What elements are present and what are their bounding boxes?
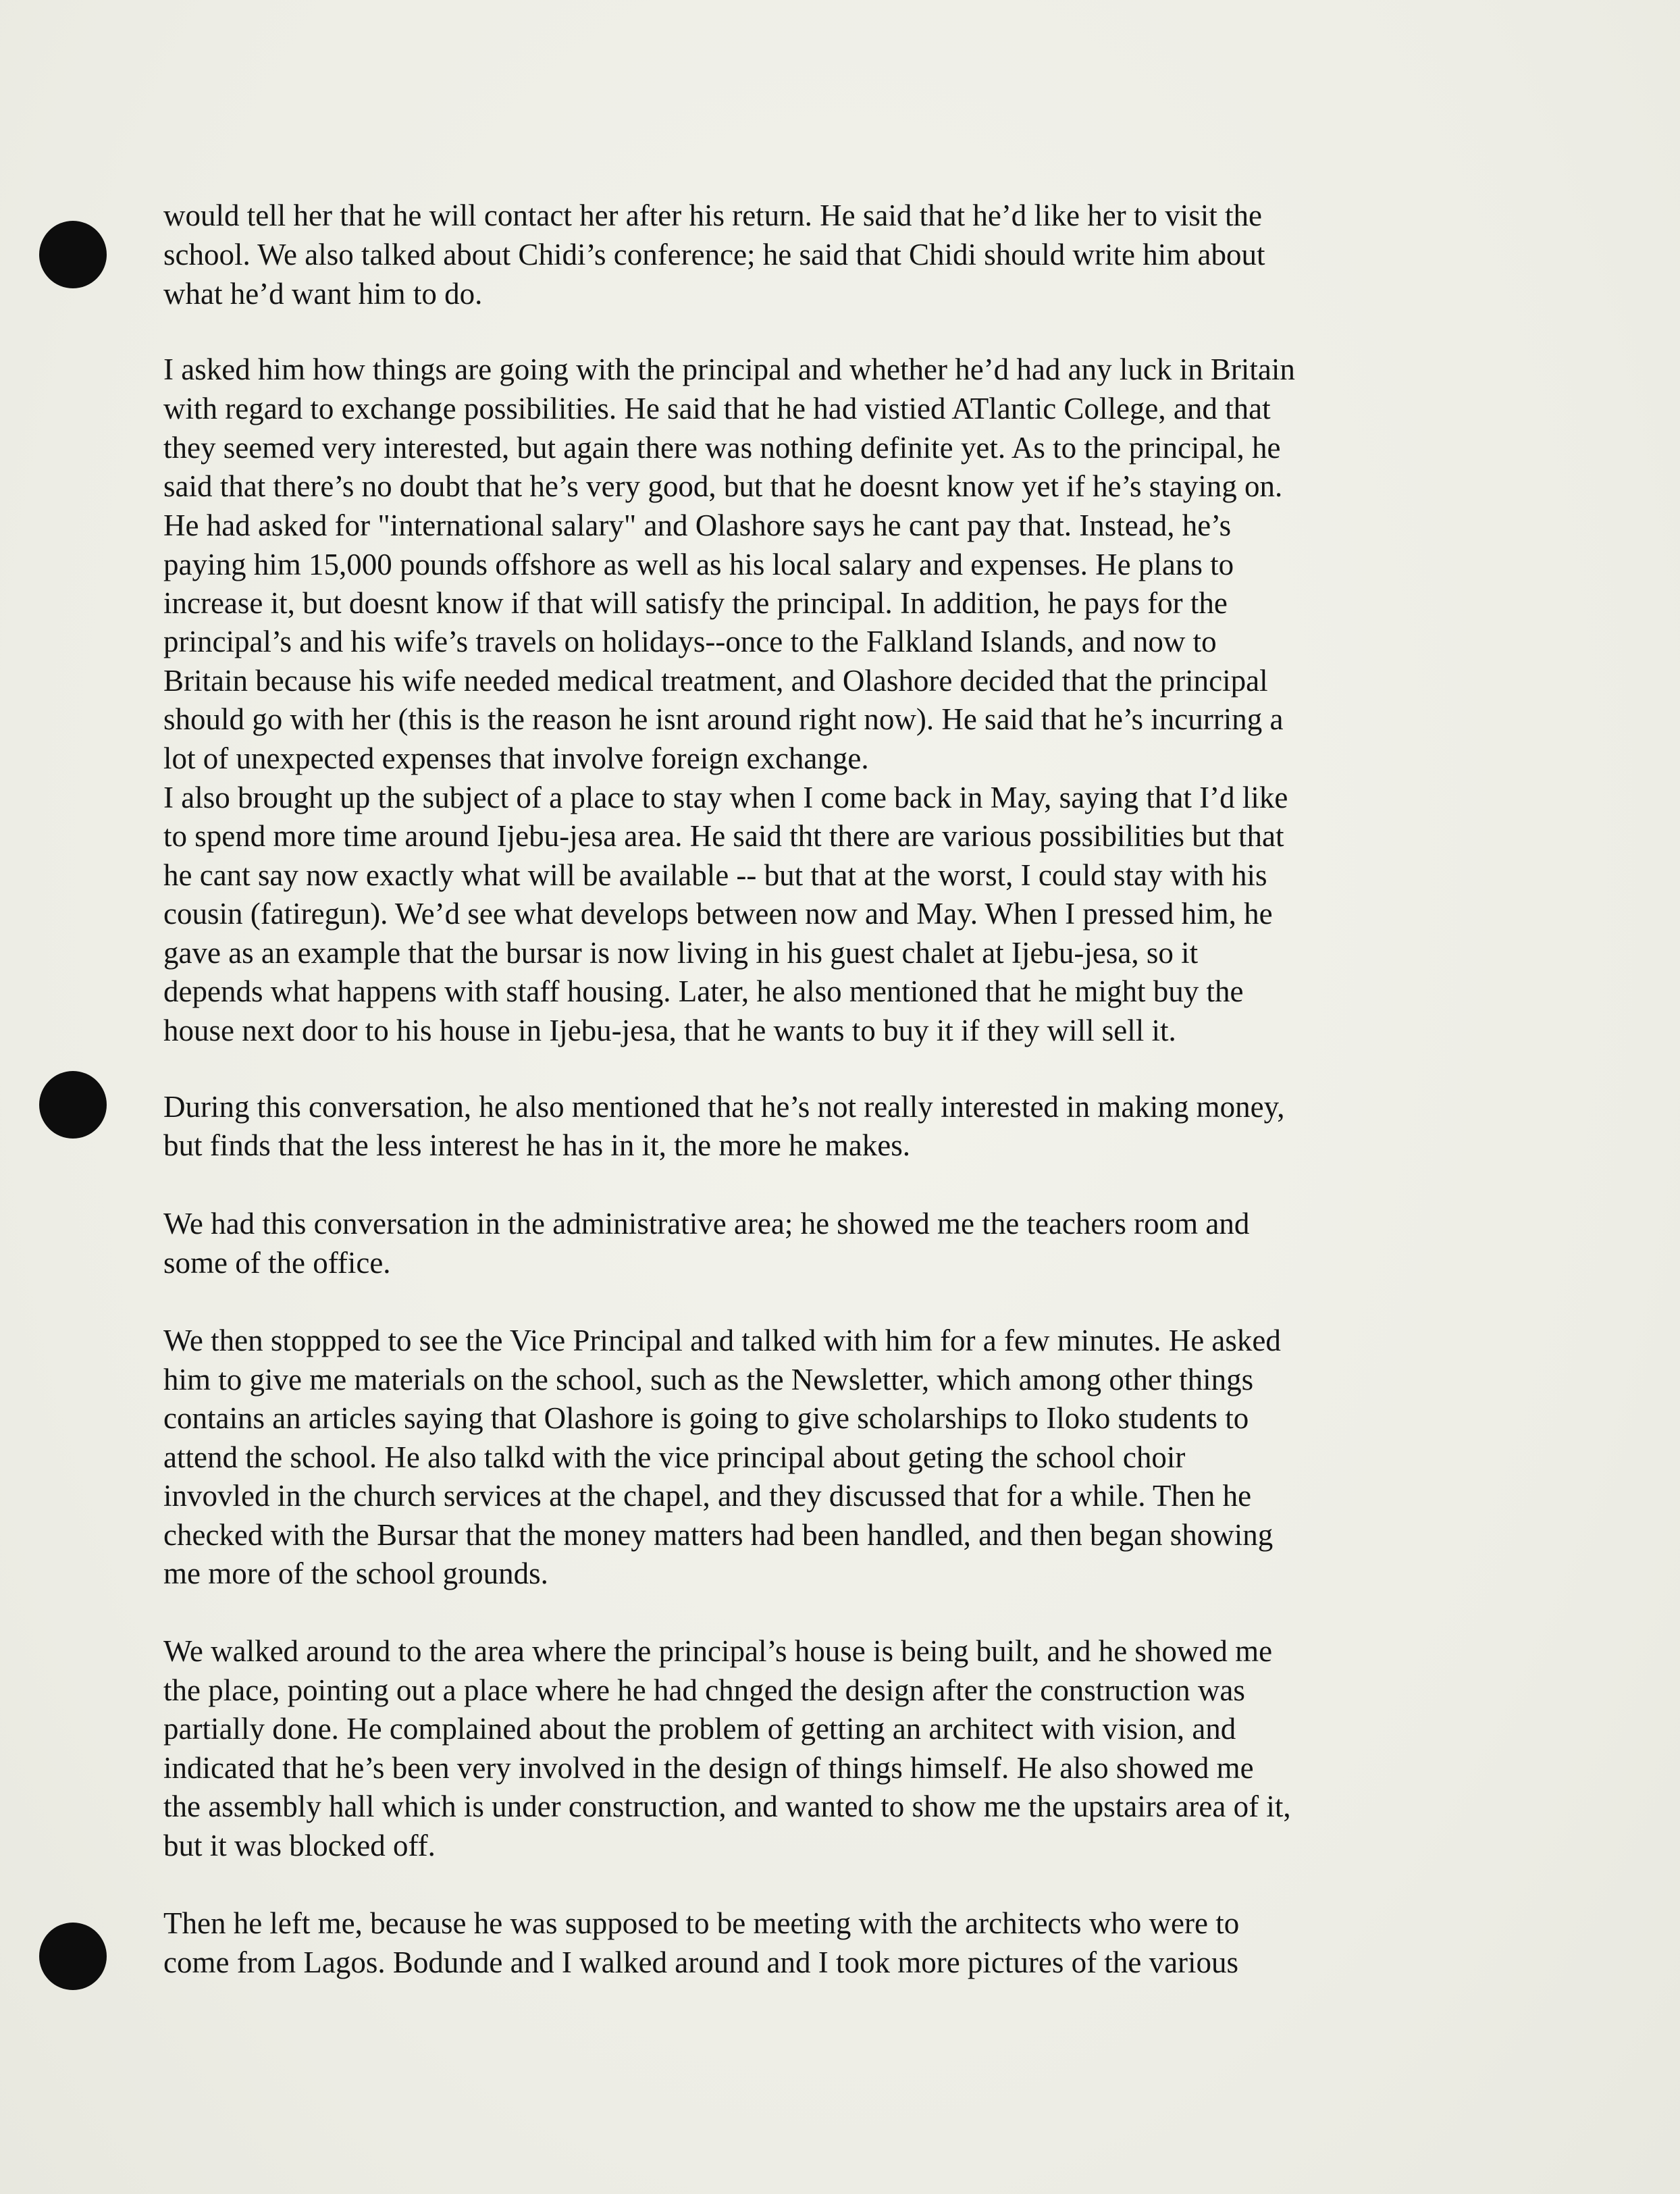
text-line: me more of the school grounds. xyxy=(163,1557,548,1590)
text-line: Then he left me, because he was supposed to be meeting with the architects who were to xyxy=(163,1906,1240,1940)
text-line: We then stoppped to see the Vice Principal and talked with him for a few minutes. He asked xyxy=(163,1324,1281,1357)
text-line: principal’s and his wife’s travels on holidays--once to the Falkland Islands, and now to xyxy=(163,625,1217,658)
text-line: partially done. He complained about the problem of getting an architect with vision, and xyxy=(163,1712,1236,1746)
text-line: but it was blocked off. xyxy=(163,1829,436,1862)
punch-hole-top xyxy=(39,221,107,288)
text-line: come from Lagos. Bodunde and I walked around and I took more pictures of the various xyxy=(163,1945,1239,1979)
punch-hole-middle xyxy=(39,1071,107,1139)
text-line: paying him 15,000 pounds offshore as well as his local salary and expenses. He plans to xyxy=(163,548,1234,581)
text-line: he cant say now exactly what will be available -- but that at the worst, I could stay with his xyxy=(163,858,1267,892)
text-line: to spend more time around Ijebu-jesa area. He said tht there are various possibilities but that xyxy=(163,819,1284,853)
text-line: some of the office. xyxy=(163,1246,391,1280)
text-line: depends what happens with staff housing. Later, he also mentioned that he might buy the xyxy=(163,974,1244,1008)
text-line: attend the school. He also talkd with the vice principal about geting the school choir xyxy=(163,1440,1186,1474)
text-line: During this conversation, he also mentioned that he’s not really interested in making money, xyxy=(163,1090,1285,1124)
text-line: I asked him how things are going with the principal and whether he’d had any luck in Britain xyxy=(163,352,1295,386)
text-line: increase it, but doesnt know if that will satisfy the principal. In addition, he pays for the xyxy=(163,586,1228,620)
text-line: would tell her that he will contact her after his return. He said that he’d like her to visit the xyxy=(163,199,1262,232)
text-line: him to give me materials on the school, such as the Newsletter, which among other things xyxy=(163,1363,1254,1396)
text-line: they seemed very interested, but again there was nothing definite yet. As to the principal, he xyxy=(163,431,1281,465)
text-line: He had asked for "international salary" and Olashore says he cant pay that. Instead, he’s xyxy=(163,508,1232,542)
text-line: should go with her (this is the reason he isnt around right now). He said that he’s incurring a xyxy=(163,702,1284,736)
text-line: school. We also talked about Chidi’s conference; he said that Chidi should write him about xyxy=(163,238,1265,271)
text-line: gave as an example that the bursar is now living in his guest chalet at Ijebu-jesa, so it xyxy=(163,936,1199,970)
text-line: what he’d want him to do. xyxy=(163,277,483,311)
text-line: but finds that the less interest he has in it, the more he makes. xyxy=(163,1128,910,1162)
text-line: contains an articles saying that Olashore is going to give scholarships to Iloko students to xyxy=(163,1401,1249,1435)
text-line: the place, pointing out a place where he had chnged the design after the construction was xyxy=(163,1673,1245,1707)
text-line: checked with the Bursar that the money matters had been handled, and then began showing xyxy=(163,1518,1274,1552)
text-line: lot of unexpected expenses that involve foreign exchange. xyxy=(163,741,869,775)
text-line: invovled in the church services at the chapel, and they discussed that for a while. Then he xyxy=(163,1479,1252,1513)
text-line: We walked around to the area where the principal’s house is being built, and he showed me xyxy=(163,1634,1273,1668)
text-line: the assembly hall which is under construction, and wanted to show me the upstairs area of it, xyxy=(163,1790,1291,1823)
text-line: Britain because his wife needed medical treatment, and Olashore decided that the principal xyxy=(163,664,1268,698)
text-line: I also brought up the subject of a place to stay when I come back in May, saying that I’d like xyxy=(163,781,1288,814)
text-line: We had this conversation in the administrative area; he showed me the teachers room and xyxy=(163,1207,1250,1240)
punch-hole-bottom xyxy=(39,1923,107,1990)
text-line: said that there’s no doubt that he’s very good, but that he doesnt know yet if he’s staying on. xyxy=(163,469,1283,503)
text-line: cousin (fatiregun). We’d see what develops between now and May. When I pressed him, he xyxy=(163,897,1273,931)
text-line: house next door to his house in Ijebu-jesa, that he wants to buy it if they will sell it. xyxy=(163,1014,1176,1047)
text-line: indicated that he’s been very involved in the design of things himself. He also showed me xyxy=(163,1751,1254,1785)
text-line: with regard to exchange possibilities. He said that he had vistied ATlantic College, and that xyxy=(163,392,1271,425)
